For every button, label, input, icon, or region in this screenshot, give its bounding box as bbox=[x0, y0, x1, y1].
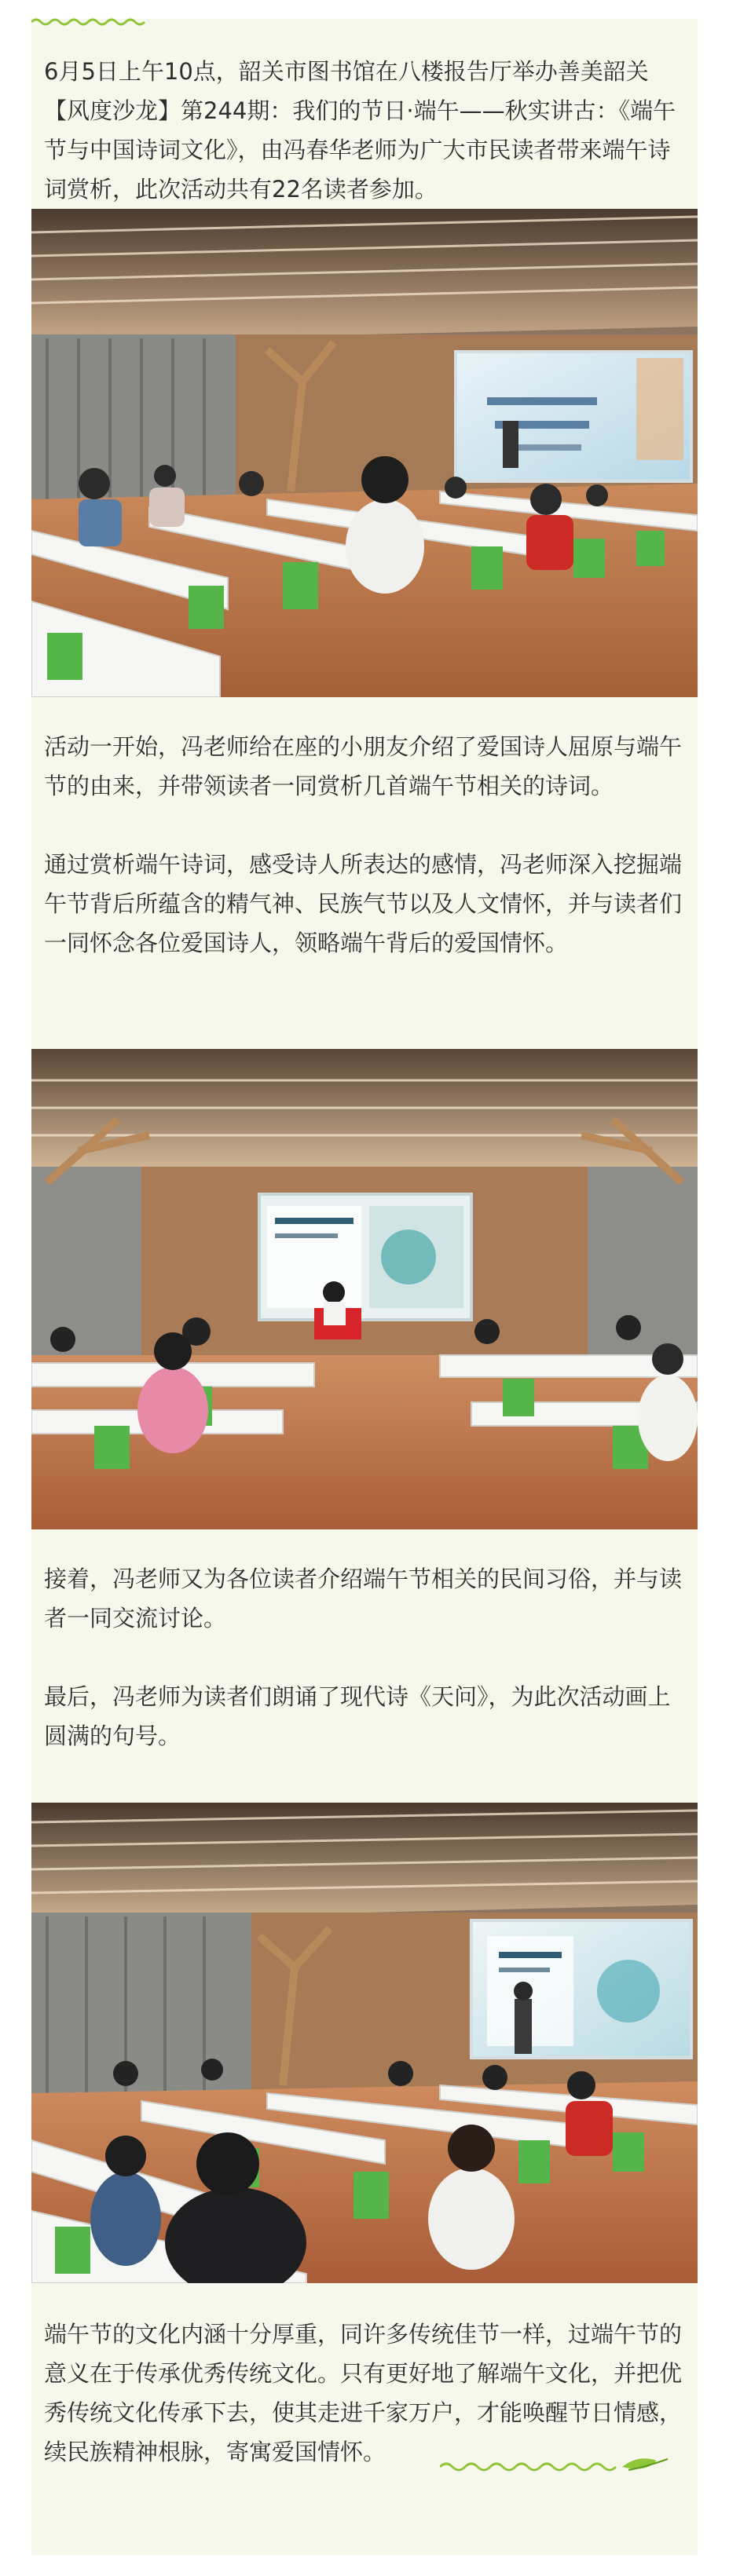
paragraph-customs: 接着，冯老师又为各位读者介绍端午节相关的民间习俗，并与读者一同交流讨论。 bbox=[44, 1566, 683, 1631]
paragraph-conclusion: 端午节的文化内涵十分厚重，同许多传统佳节一样，过端午节的意义在于传承优秀传统文化。只有更好地了解端午文化，并把优秀传统文化传承下去，使其走进千家万户，才能唤醒节日情感，续民族精神根脉，寄寓爱国情怀。 bbox=[44, 2321, 683, 2465]
article-column bbox=[31, 19, 698, 2555]
body-text-block-2 bbox=[31, 697, 698, 1049]
paragraph-recital: 最后，冯老师为读者们朗诵了现代诗《天问》，为此次活动画上圆满的句号。 bbox=[44, 1683, 671, 1749]
wavy-line-decoration-icon bbox=[31, 17, 149, 27]
leaf-wave-decoration-icon bbox=[440, 2456, 676, 2475]
conclusion-text-block bbox=[31, 2283, 698, 2555]
body-text-block-3 bbox=[31, 1529, 698, 1803]
photo-lecture-audience-2 bbox=[31, 1803, 698, 2283]
paragraph-origin: 活动一开始，冯老师给在座的小朋友介绍了爱国诗人屈原与端午节的由来，并带领读者一同赏析几首端午节相关的诗词。 bbox=[44, 733, 683, 799]
photo-lecture-audience-1 bbox=[31, 209, 698, 697]
intro-text-block bbox=[31, 19, 698, 209]
intro-paragraph: 6月5日上午10点，韶关市图书馆在八楼报告厅举办善美韶关【风度沙龙】第244期：我们的节日·端午——秋实讲古：《端午节与中国诗词文化》，由冯春华老师为广大市民读者带来端午诗词赏析，此次活动共有22名读者参加。 bbox=[44, 58, 676, 203]
paragraph-appreciation: 通过赏析端午诗词，感受诗人所表达的感情，冯老师深入挖掘端午节背后所蕴含的精气神、民族气节以及人文情怀，并与读者们一同怀念各位爱国诗人，领略端午背后的爱国情怀。 bbox=[44, 851, 683, 956]
photo-lecture-stage bbox=[31, 1049, 698, 1529]
